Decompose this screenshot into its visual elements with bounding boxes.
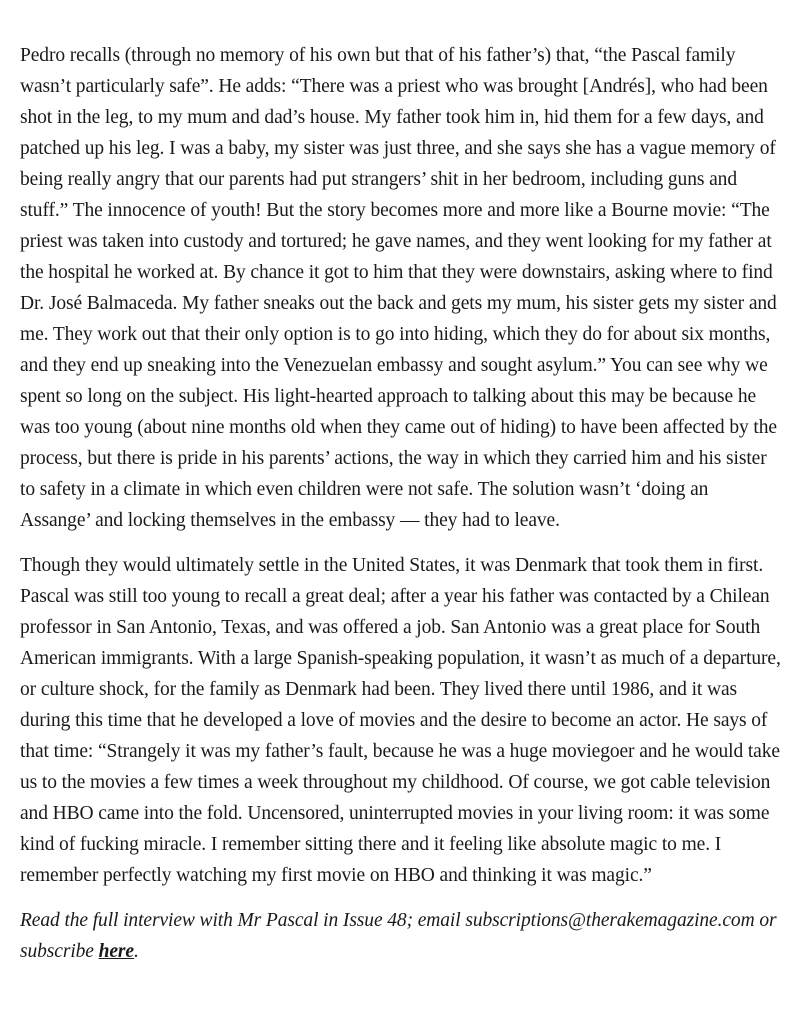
- subscription-note-text: Read the full interview with Mr Pascal in Issue 48; email subscriptions@therakemagazine.com or subscribe: [20, 910, 777, 962]
- subscription-note-end: .: [133, 941, 139, 962]
- subscribe-link[interactable]: here: [98, 941, 134, 962]
- article-paragraph: Pedro recalls (through no memory of his own but that of his father’s) that, “the Pascal family wasn’t particularly safe”. He adds: “There was a priest who was brought [Andrés], who had been shot in the leg, to my mum and dad’s house. My father took him in, hid them for a few days, and patched up his leg. I was a baby, my sister was just three, and she says she has a vague memory of being really angry that our parents had put strangers’ shit in her bedroom, including guns and stuff.” The innocence of youth! But the story becomes more and more like a Bourne movie: “The priest was taken into custody and tortured; he gave names, and they went looking for my father at the hospital he worked at. By chance it got to him that they were downstairs, asking where to find Dr. José Balmaceda. My father sneaks out the back and gets my mum, his sister gets my sister and me. They work out that their only option is to go into hiding, which they do for about six months, and they end up sneaking into the Venezuelan embassy and sought asylum.” You can see why we spent so long on the subject. His light-hearted approach to talking about this may be because he was too young (about nine months old when they came out of hiding) to have been affected by the process, but there is pride in his parents’ actions, the way in which they carried him and his sister to safety in a climate in which even children were not safe. The solution wasn’t ‘doing an Assange’ and locking themselves in the embassy — they had to leave.: [20, 45, 777, 531]
- article-body: [20, 40, 782, 981]
- subscription-note: [20, 905, 782, 967]
- article-paragraph: Though they would ultimately settle in the United States, it was Denmark that took them in first. Pascal was still too young to recall a great deal; after a year his father was contacted by a Chilean professor in San Antonio, Texas, and was offered a job. San Antonio was a great place for South American immigrants. With a large Spanish-speaking population, it wasn’t as much of a departure, or culture shock, for the family as Denmark had been. They lived there until 1986, and it was during this time that he developed a love of movies and the desire to become an actor. He says of that time: “Strangely it was my father’s fault, because he was a huge moviegoer and he would take us to the movies a few times a week throughout my childhood. Of course, we got cable television and HBO came into the fold. Uncensored, uninterrupted movies in your living room: it was some kind of fucking miracle. I remember sitting there and it feeling like absolute magic to me. I remember perfectly watching my first movie on HBO and thinking it was magic.”: [20, 555, 781, 886]
